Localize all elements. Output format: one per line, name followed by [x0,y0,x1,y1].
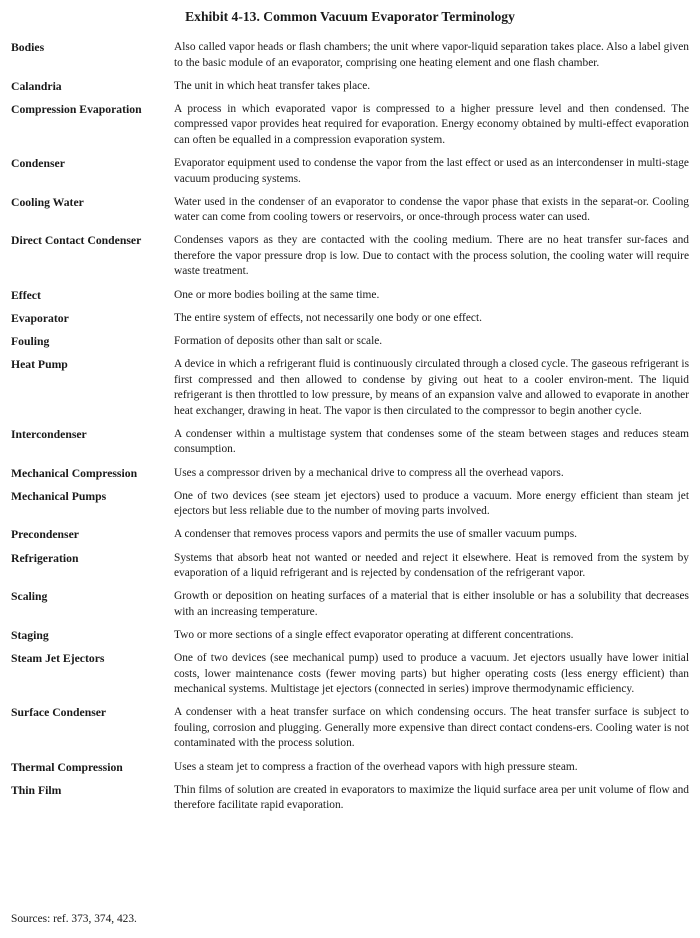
glossary-term: Surface Condenser [11,706,107,720]
glossary-row [11,288,689,304]
glossary-term: Mechanical Compression [11,466,138,480]
glossary-row [11,79,689,95]
glossary-row [11,40,689,71]
glossary-row [11,334,689,350]
glossary-row [11,466,689,482]
glossary-term: Bodies [11,41,45,54]
glossary-definition: A condenser that removes process vapors and permits the use of smaller vacuum pumps. [174,528,577,541]
glossary-term: Thermal Compression [11,760,123,774]
exhibit-title: Exhibit 4-13. Common Vacuum Evaporator Terminology [185,9,515,24]
glossary-term: Thin Film [11,783,62,797]
glossary-definition: Uses a compressor driven by a mechanical drive to compress all the overhead vapors. [174,466,564,479]
glossary-term: Fouling [11,335,50,348]
glossary-row [11,589,689,620]
glossary-row [11,489,689,520]
glossary-term: Intercondenser [11,427,87,441]
glossary-definition: One of two devices (see steam jet ejectors) used to produce a vacuum. More energy efficient than steam jet ejectors but less reliable due to the number of moving parts involved. [174,489,689,518]
glossary-definition: One or more bodies boiling at the same time. [174,288,380,301]
glossary-row [11,357,689,419]
glossary-definition: Growth or deposition on heating surfaces of a material that is either insoluble or has a solubility that decreases with an increasing temperature. [174,590,689,618]
glossary-term: Steam Jet Ejectors [11,652,105,666]
glossary-definition: The unit in which heat transfer takes place. [174,79,371,92]
glossary-definition: Also called vapor heads or flash chambers; the unit where vapor-liquid separation takes place. Also a label given to the basic module of an evaporator, comprising one heating element and one flash chamber. [174,41,689,69]
glossary-term: Effect [11,288,41,302]
glossary-definition: Formation of deposits other than salt or scale. [174,335,383,347]
glossary-row [11,760,689,776]
glossary-term: Condenser [11,157,65,171]
glossary-definition: Thin films of solution are created in evaporators to maximize the liquid surface area per unit volume of flow and therefore facilitate rapid evaporation. [174,783,689,812]
glossary-term: Calandria [11,79,62,93]
glossary-term: Staging [11,629,49,642]
glossary-term: Scaling [11,590,48,604]
glossary-row [11,651,689,698]
glossary-row [11,233,689,280]
glossary-definition: Uses a steam jet to compress a fraction of the overhead vapors with high pressure steam. [174,760,578,773]
glossary-term: Cooling Water [11,195,84,209]
glossary-term: Compression Evaporation [11,102,142,116]
glossary-table [11,40,689,821]
glossary-definition: The entire system of effects, not necessarily one body or one effect. [174,311,482,324]
glossary-definition: Evaporator equipment used to condense the vapor from the last effect or used as an intercondenser in multi-stage vacuum producing systems. [174,157,689,185]
glossary-term: Mechanical Pumps [11,489,107,503]
glossary-row [11,527,689,543]
glossary-row [11,551,689,582]
glossary-row [11,311,689,327]
glossary-term: Heat Pump [11,358,68,372]
glossary-term: Direct Contact Condenser [11,234,142,248]
glossary-row [11,783,689,814]
glossary-definition: A process in which evaporated vapor is compressed to a higher pressure level and then condensed. The compressed vapor provides heat required for evaporation. Energy economy obtained by multi-effect evaporation can often be equalled in a compression evaporation system. [174,102,689,146]
glossary-term: Refrigeration [11,551,79,565]
glossary-definition: A device in which a refrigerant fluid is continuously circulated through a closed cycle. The gaseous refrigerant is first compressed and then allowed to condense by giving out heat to a cooler environ-ment. The liquid refrigerant is then throttled to low pressure, by means of an expansion valve and allowed to evaporate in another heat exchanger, drawing in heat. The vapor is then circulated to the compressor to begin another cycle. [174,358,689,417]
glossary-row [11,195,689,226]
glossary-term: Precondenser [11,528,79,542]
glossary-definition: One of two devices (see mechanical pump) used to produce a vacuum. Jet ejectors usually have lower initial costs, lower maintenance costs (fewer moving parts) but higher operating costs (less energy efficient) than mechanical systems. Multistage jet ejectors (connected in series) improve thermodynamic efficiency. [174,652,689,696]
glossary-row [11,427,689,458]
glossary-definition: Systems that absorb heat not wanted or needed and reject it elsewhere. Heat is removed from the system by evaporation of a liquid refrigerant and is rejected by condensation of the refrigerant vapor. [174,551,689,580]
glossary-row [11,156,689,187]
sources-note: Sources: ref. 373, 374, 423. [11,913,137,925]
glossary-definition: A condenser with a heat transfer surface on which condensing occurs. The heat transfer surface is subject to fouling, corrosion and plugging. Generally more expensive than direct contact condens-ers. Cooling water is not contaminated with the process solution. [174,706,689,750]
glossary-definition: Two or more sections of a single effect evaporator operating at different concentrations. [174,629,574,641]
glossary-row [11,102,689,149]
glossary-row [11,705,689,752]
glossary-term: Evaporator [11,311,69,325]
glossary-definition: Condenses vapors as they are contacted with the cooling medium. There are no heat transfer sur-faces and therefore the vapor pressure drop is low. Due to contact with the process solution, the cooling water will require waste treatment. [174,234,689,278]
glossary-definition: Water used in the condenser of an evaporator to condense the vapor phase that exists in the separat-or. Cooling water can come from cooling towers or reservoirs, or once-through process water can used. [174,195,689,224]
glossary-definition: A condenser within a multistage system that condenses some of the steam between stages and reduces steam consumption. [174,427,689,456]
glossary-row [11,628,689,644]
